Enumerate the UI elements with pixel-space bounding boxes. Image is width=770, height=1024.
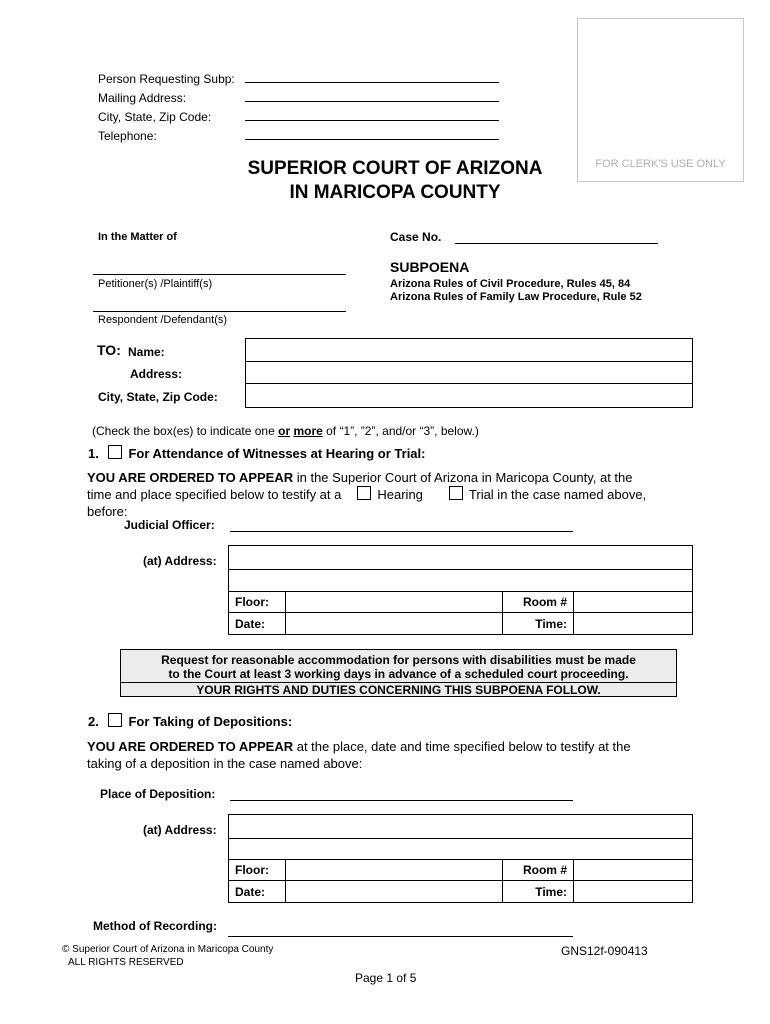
mailing-label: Mailing Address:: [98, 91, 187, 105]
s1-room-label: Room #: [503, 591, 574, 613]
s1-date-label: Date:: [229, 613, 286, 635]
requester-label: Person Requesting Subp:: [98, 72, 235, 86]
court-name: SUPERIOR COURT OF ARIZONA: [247, 158, 543, 179]
judicial-officer-field[interactable]: [230, 531, 573, 532]
trial-checkbox[interactable]: [449, 486, 463, 500]
document-title: SUBPOENA: [390, 259, 470, 275]
to-address-field[interactable]: [245, 361, 693, 384]
section1-text3: before:: [87, 504, 128, 519]
petitioner-field[interactable]: [93, 274, 346, 275]
section1-title: For Attendance of Witnesses at Hearing or Trial:: [128, 446, 426, 461]
telephone-field[interactable]: [245, 139, 499, 140]
s1-address-field-2[interactable]: [228, 569, 693, 592]
s2-time-label: Time:: [503, 881, 574, 903]
instructions: [92, 424, 479, 438]
s2-floor-label: Floor:: [229, 859, 286, 881]
section1-ordered: YOU ARE ORDERED TO APPEAR: [87, 470, 294, 485]
s2-at-address-label: (at) Address:: [143, 823, 217, 837]
court-county: IN MARICOPA COUNTY: [289, 182, 501, 203]
instructions-post: of “1”, ”2”, and/or “3”, below.): [322, 424, 479, 438]
rights-reserved: ALL RIGHTS RESERVED: [68, 957, 184, 968]
hearing-checkbox[interactable]: [357, 486, 371, 500]
copyright: © Superior Court of Arizona in Maricopa County: [62, 944, 274, 955]
s2-room-field[interactable]: [574, 859, 693, 881]
section2-text1: at the place, date and time specified below to testify at the: [293, 739, 631, 754]
method-of-recording-label: Method of Recording:: [93, 919, 217, 933]
notice-line3: YOUR RIGHTS AND DUTIES CONCERNING THIS SUBPOENA FOLLOW.: [121, 682, 676, 697]
to-name-label: Name:: [128, 345, 165, 359]
s2-floor-field[interactable]: [286, 859, 503, 881]
s1-room-field[interactable]: [574, 591, 693, 613]
to-address-label: Address:: [130, 367, 183, 381]
form-code: GNS12f-090413: [561, 944, 648, 958]
notice-line1: Request for reasonable accommodation for persons with disabilities must be made: [161, 653, 636, 667]
s1-time-field[interactable]: [574, 613, 693, 635]
judicial-officer-label: Judicial Officer:: [124, 518, 215, 532]
to-label: TO:: [97, 342, 121, 358]
section1-text2: time and place specified below to testify at a: [87, 487, 342, 502]
s1-at-address-label: (at) Address:: [143, 554, 217, 568]
city-label: City, State, Zip Code:: [98, 110, 212, 124]
notice-line2: to the Court at least 3 working days in advance of a scheduled court proceeding.: [168, 667, 629, 681]
mailing-field[interactable]: [245, 101, 499, 102]
family-rule: Arizona Rules of Family Law Procedure, Rule 52: [390, 291, 642, 303]
s1-date-field[interactable]: [286, 613, 503, 635]
hearing-label: Hearing: [377, 487, 423, 502]
s2-address-field-2[interactable]: [228, 838, 693, 860]
trial-label: Trial in the case named above,: [468, 487, 647, 502]
s2-time-field[interactable]: [574, 881, 693, 903]
s2-address-field-1[interactable]: [228, 814, 693, 839]
s2-date-field[interactable]: [286, 881, 503, 903]
s2-room-label: Room #: [503, 859, 574, 881]
section2-title: For Taking of Depositions:: [128, 714, 293, 729]
section1-checkbox[interactable]: [108, 445, 122, 459]
s2-date-label: Date:: [229, 881, 286, 903]
telephone-label: Telephone:: [98, 129, 157, 143]
clerk-use-label: FOR CLERK'S USE ONLY: [595, 158, 726, 170]
to-city-label: City, State, Zip Code:: [98, 390, 218, 404]
section2-checkbox[interactable]: [108, 713, 122, 727]
clerk-use-box: [577, 18, 744, 182]
page-number: Page 1 of 5: [355, 971, 417, 985]
instructions-more: more: [293, 424, 323, 438]
s1-time-label: Time:: [503, 613, 574, 635]
to-city-field[interactable]: [245, 384, 693, 408]
s1-address-field-1[interactable]: [228, 545, 693, 570]
respondent-field[interactable]: [93, 311, 346, 312]
case-no-label: Case No.: [390, 230, 442, 244]
instructions-or: or: [278, 424, 291, 438]
petitioner-label: Petitioner(s) /Plaintiff(s): [98, 278, 213, 290]
case-no-field[interactable]: [455, 243, 658, 244]
section2-number: 2.: [88, 714, 99, 729]
section1-text1: in the Superior Court of Arizona in Maricopa County, at the: [293, 470, 633, 485]
respondent-label: Respondent /Defendant(s): [98, 314, 228, 326]
section2-text2: taking of a deposition in the case named above:: [87, 756, 363, 771]
s1-floor-label: Floor:: [229, 591, 286, 613]
to-name-field[interactable]: [245, 338, 693, 362]
requester-field[interactable]: [245, 82, 499, 83]
method-of-recording-field[interactable]: [228, 936, 573, 937]
section2-ordered: YOU ARE ORDERED TO APPEAR: [87, 739, 294, 754]
place-of-deposition-field[interactable]: [230, 800, 573, 801]
city-field[interactable]: [245, 120, 499, 121]
civil-rule: Arizona Rules of Civil Procedure, Rules 45, 84: [390, 278, 631, 290]
section1-number: 1.: [88, 446, 99, 461]
matter-label: In the Matter of: [98, 231, 177, 243]
accommodation-notice: [120, 649, 677, 697]
place-of-deposition-label: Place of Deposition:: [100, 787, 216, 801]
s1-floor-field[interactable]: [286, 591, 503, 613]
instructions-pre: (Check the box(es) to indicate one: [92, 424, 279, 438]
